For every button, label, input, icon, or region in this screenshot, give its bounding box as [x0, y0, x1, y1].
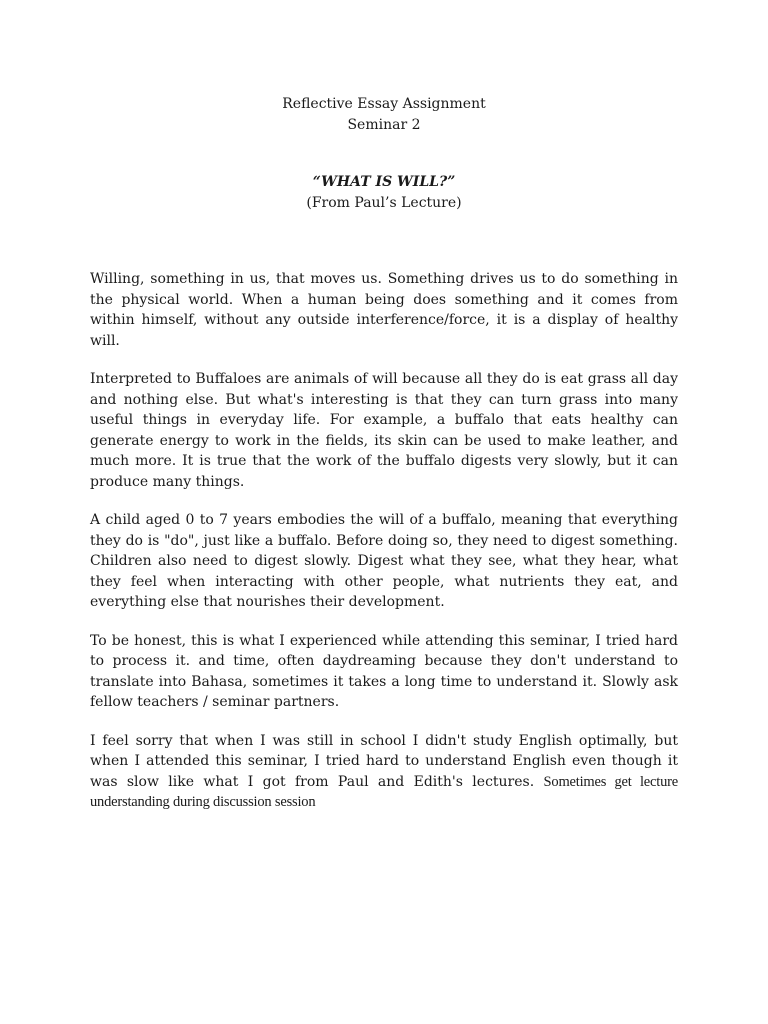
essay-body	[90, 269, 678, 831]
paragraph-5-tail: Sometimes get lecture understanding during discussion session	[90, 773, 679, 810]
paragraph-5	[90, 731, 678, 813]
paragraph-5-main: I feel sorry that when I was still in school I didn't study English optimally, but when I attended this seminar, I tried hard to understand English even though it was slow like what I got from Paul and Edith's lectures.	[90, 732, 678, 790]
paragraph-2: Interpreted to Buffaloes are animals of will because all they do is eat grass all day and nothing else. But what's interesting is that they can turn grass into many useful things in everyday life. For example, a buffalo that eats healthy can generate energy to work in the fields, its skin can be used to make leather, and much more. It is true that the work of the buffalo digests very slowly, but it can produce many things.	[90, 371, 678, 490]
paragraph-1: Willing, something in us, that moves us. Something drives us to do something in the physical world. When a human being does something and it comes from within himself, without any outside interference/force, it is a display of healthy will.	[90, 271, 678, 349]
seminar-label: Seminar 2	[347, 117, 421, 133]
document-header	[0, 94, 768, 136]
essay-heading	[0, 172, 768, 214]
paragraph-4: To be honest, this is what I experienced while attending this seminar, I tried hard to process it. and time, often daydreaming because they don't understand to translate into Bahasa, sometimes it takes a long time to understand it. Slowly ask fellow teachers / seminar partners.	[90, 632, 678, 710]
paragraph-3: A child aged 0 to 7 years embodies the will of a buffalo, meaning that everything they do is "do", just like a buffalo. Before doing so, they need to digest something. Children also need to digest slowly. Digest what they see, what they hear, what they feel when interacting with other people, what nutrients they eat, and everything else that nourishes their development.	[90, 512, 678, 610]
essay-source: (From Paul’s Lecture)	[306, 195, 462, 211]
assignment-title: Reflective Essay Assignment	[282, 96, 486, 112]
essay-title: “WHAT IS WILL?”	[312, 174, 456, 190]
